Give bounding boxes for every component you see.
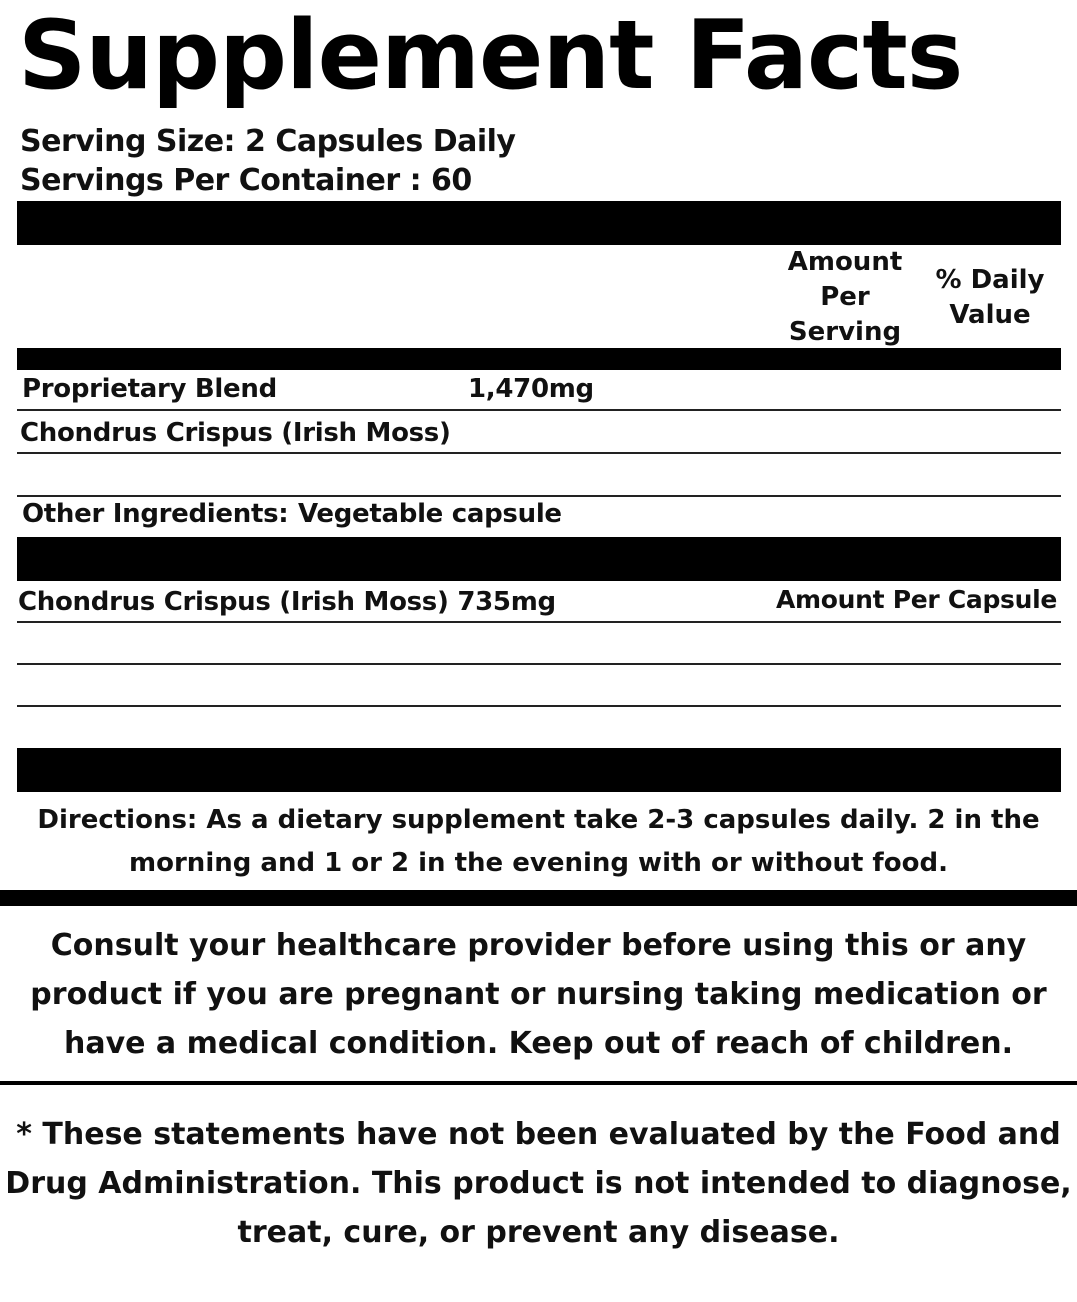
directions: [0, 799, 1077, 885]
warning-line3: have a medical condition. Keep out of reach of children.: [63, 1026, 1014, 1061]
warning: [0, 921, 1077, 1068]
servings-per-container: Servings Per Container : 60: [20, 163, 472, 198]
thick-bar-top: [17, 201, 1061, 245]
row-divider: [17, 495, 1061, 497]
disclaimer-line3: treat, cure, or prevent any disease.: [237, 1215, 840, 1250]
row-divider: [17, 452, 1061, 454]
thick-bar-middle: [17, 537, 1061, 581]
capsule-item: Chondrus Crispus (Irish Moss) 735mg: [18, 587, 556, 617]
row-divider: [17, 409, 1061, 411]
row-divider: [17, 705, 1061, 707]
section-divider-thick: [0, 890, 1077, 906]
blend-amount: 1,470mg: [468, 374, 594, 404]
warning-line1: Consult your healthcare provider before using this or any: [50, 928, 1027, 963]
blend-name: Proprietary Blend: [22, 374, 277, 404]
thick-bar-header: [17, 348, 1061, 370]
other-ingredients-value: Vegetable capsule: [298, 499, 562, 529]
daily-value-header: [925, 263, 1055, 333]
amount-header-line2: Per: [820, 282, 870, 312]
fda-disclaimer: [0, 1110, 1077, 1257]
disclaimer-line2: Drug Administration. This product is not intended to diagnose,: [5, 1166, 1072, 1201]
row-divider: [17, 663, 1061, 665]
disclaimer-line1: * These statements have not been evaluated by the Food and: [16, 1117, 1061, 1152]
amount-per-serving-header: [780, 245, 910, 350]
amount-header-line1: Amount: [787, 247, 903, 277]
row-divider: [17, 621, 1061, 623]
amount-header-line3: Serving: [788, 317, 902, 347]
serving-size: Serving Size: 2 Capsules Daily: [20, 124, 516, 159]
directions-line1: Directions: As a dietary supplement take 2-3 capsules daily. 2 in the: [37, 805, 1040, 835]
other-ingredients-label: Other Ingredients:: [22, 499, 289, 529]
amount-per-capsule-label: Amount Per Capsule: [776, 585, 1058, 614]
thick-bar-bottom: [17, 748, 1061, 792]
section-divider-thin: [0, 1081, 1077, 1085]
blend-item: Chondrus Crispus (Irish Moss): [20, 418, 451, 448]
directions-line2: morning and 1 or 2 in the evening with or without food.: [129, 848, 948, 878]
warning-line2: product if you are pregnant or nursing taking medication or: [30, 977, 1047, 1012]
dv-header-line1: % Daily: [935, 265, 1045, 295]
label-title: Supplement Facts: [18, 1, 963, 111]
dv-header-line2: Value: [949, 300, 1031, 330]
